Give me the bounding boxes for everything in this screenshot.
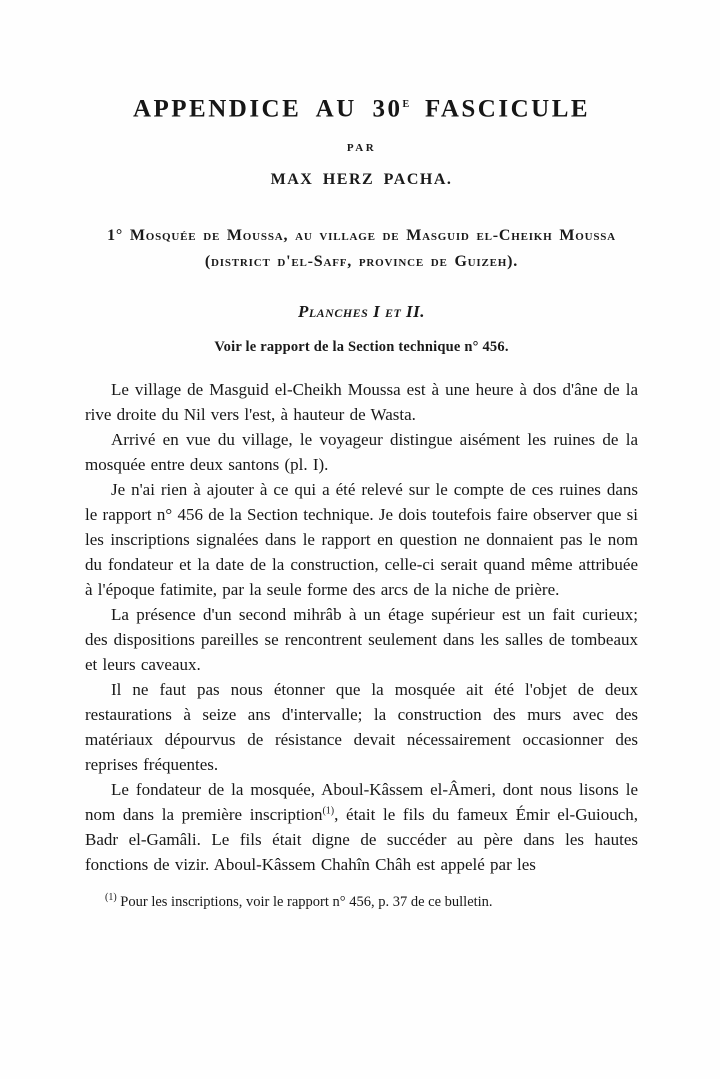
body-paragraph-3: Je n'ai rien à ajouter à ce qui a été relevé sur le compte de ces ruines dans le rapport n° 456 de la Section technique. Je dois toutefois faire observer que si les inscriptions signalées dans le rapport en question ne donnaient pas le nom du fondateur et la date de la construction, celle-ci serait quand même attribuée à l'époque fatimite, par la seule forme des arcs de la niche de prière.: [85, 480, 638, 600]
byline: PAR: [346, 142, 377, 155]
section-heading-line1: 1° Mosquée de Moussa, au village de Masguid el-Cheikh Moussa: [107, 227, 616, 245]
body-paragraph-6: [85, 777, 638, 877]
section-heading-line2: (district d'el-Saff, province de Guizeh).: [204, 253, 519, 271]
body-paragraph-4: La présence d'un second mihrâb à un étage supérieur est un fait curieux; des dispositions pareilles se rencontrent seulement dans les salles de tombeaux et leurs caveaux.: [85, 605, 638, 675]
footnote-marker: (1): [105, 892, 117, 904]
section-heading: [85, 223, 638, 275]
title-text-suffix: FASCICULE: [409, 95, 591, 123]
body-text: [85, 377, 638, 877]
footnote-reference-marker: (1): [322, 805, 335, 817]
body-paragraph-5: Il ne faut pas nous étonner que la mosquée ait été l'objet de deux restaurations à seize ans d'intervalle; la construction des murs avec des matériaux dépourvus de résistance devait nécessairement occasionner des reprises fréquentes.: [85, 680, 638, 775]
footnote: [85, 892, 638, 912]
paragraph-text: Le fondateur de la mosquée, Aboul-Kâssem el-Âmeri, dont nous lisons le nom dans la première inscription: [85, 780, 638, 825]
plates-heading: Planches I et II.: [297, 302, 426, 322]
paragraph-text: , était le fils du fameux Émir el-Guiouch, Badr el-Gamâli. Le fils était digne de succéder au père dans les hautes fonctions de vizir. Aboul-Kâssem Chahîn Châh est appelé par les: [85, 805, 638, 875]
body-paragraph-1: Le village de Masguid el-Cheikh Moussa est à une heure à dos d'âne de la rive droite du Nil vers l'est, à hauteur de Wasta.: [85, 380, 638, 425]
title-superscript: e: [402, 95, 410, 110]
technical-report-reference: Voir le rapport de la Section technique n° 456.: [214, 339, 509, 356]
text-column: [85, 0, 638, 912]
page-title: [85, 0, 638, 123]
footnote-text: Pour les inscriptions, voir le rapport n° 456, p. 37 de ce bulletin.: [116, 894, 493, 911]
body-paragraph-2: Arrivé en vue du village, le voyageur distingue aisément les ruines de la mosquée entre deux santons (pl. I).: [85, 430, 638, 475]
title-text: APPENDICE AU 30: [132, 95, 403, 123]
author-name: MAX HERZ PACHA.: [270, 171, 453, 189]
